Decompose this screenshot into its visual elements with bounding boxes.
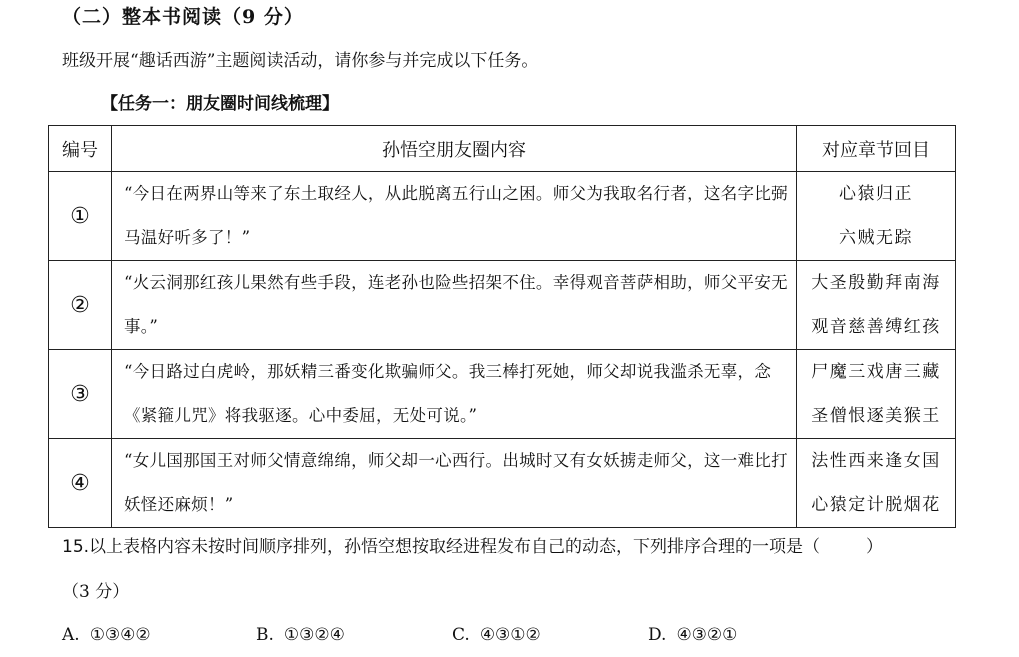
section-title: （二）整本书阅读（9 分） <box>62 6 304 28</box>
chapter-line-1: 大圣殷勤拜南海 <box>811 273 941 293</box>
option-text: ④③②① <box>676 625 738 645</box>
option-a[interactable] <box>62 620 151 650</box>
intro-text: 班级开展“趣话西游”主题阅读活动，请你参与并完成以下任务。 <box>62 51 539 71</box>
row-content <box>112 439 797 528</box>
row-chapters <box>797 172 956 261</box>
chapter-line-2: 观音慈善缚红孩 <box>811 317 941 337</box>
moment-text: “女儿国那国王对师父情意绵绵，师父却一心西行。出城时又有女妖掳走师父，这一难比打妖怪还麻烦！” <box>124 451 788 514</box>
header-number: 编号 <box>49 126 112 172</box>
option-letter: C. <box>452 625 470 645</box>
row-chapters <box>797 350 956 439</box>
option-letter: D. <box>648 625 667 645</box>
row-content <box>112 350 797 439</box>
table-row <box>49 261 956 350</box>
bracket-right: ） <box>866 537 884 557</box>
row-number: ④ <box>49 439 112 528</box>
chapter-line-2: 六贼无踪 <box>839 228 913 248</box>
moment-text: “今日在两界山等来了东土取经人，从此脱离五行山之困。师父为我取名行者，这名字比弼马温好听多了！” <box>124 184 788 247</box>
task-title: 【任务一：朋友圈时间线梳理】 <box>101 94 339 114</box>
row-chapters <box>797 261 956 350</box>
chapter-line-1: 尸魔三戏唐三藏 <box>811 362 941 382</box>
table-row <box>49 439 956 528</box>
row-number: ① <box>49 172 112 261</box>
chapter-line-2: 心猿定计脱烟花 <box>811 495 941 515</box>
question-number: 15. <box>62 537 90 557</box>
header-chapter: 对应章节回目 <box>797 126 956 172</box>
option-letter: B. <box>256 625 274 645</box>
row-content <box>112 261 797 350</box>
chapter-line-1: 法性西来逢女国 <box>811 451 941 471</box>
row-number: ③ <box>49 350 112 439</box>
question-text: 以上表格内容未按时间顺序排列，孙悟空想按取经进程发布自己的动态，下列排序合理的一项是 <box>89 537 804 557</box>
option-b[interactable] <box>256 620 345 650</box>
option-c[interactable] <box>452 620 541 650</box>
option-letter: A. <box>62 625 80 645</box>
option-d[interactable] <box>648 620 737 650</box>
row-chapters <box>797 439 956 528</box>
answer-bracket[interactable] <box>803 532 883 562</box>
moments-table <box>48 125 956 528</box>
option-text: ④③①② <box>479 625 541 645</box>
question-score: （3 分） <box>62 582 130 602</box>
bracket-left: （ <box>803 537 821 557</box>
option-text: ①③④② <box>89 625 151 645</box>
chapter-line-2: 圣僧恨逐美猴王 <box>811 406 941 426</box>
table-row <box>49 350 956 439</box>
moment-text: “今日路过白虎岭，那妖精三番变化欺骗师父。我三棒打死她，师父却说我滥杀无辜，念《紧箍儿咒》将我驱逐。心中委屈，无处可说。” <box>124 362 772 425</box>
question-stem <box>62 532 982 562</box>
table-header-row <box>49 126 956 172</box>
row-content <box>112 172 797 261</box>
row-number: ② <box>49 261 112 350</box>
moment-text: “火云洞那红孩儿果然有些手段，连老孙也险些招架不住。幸得观音菩萨相助，师父平安无事。” <box>124 273 788 336</box>
chapter-line-1: 心猿归正 <box>839 184 913 204</box>
header-content: 孙悟空朋友圈内容 <box>112 126 797 172</box>
table-row <box>49 172 956 261</box>
option-text: ①③②④ <box>283 625 345 645</box>
